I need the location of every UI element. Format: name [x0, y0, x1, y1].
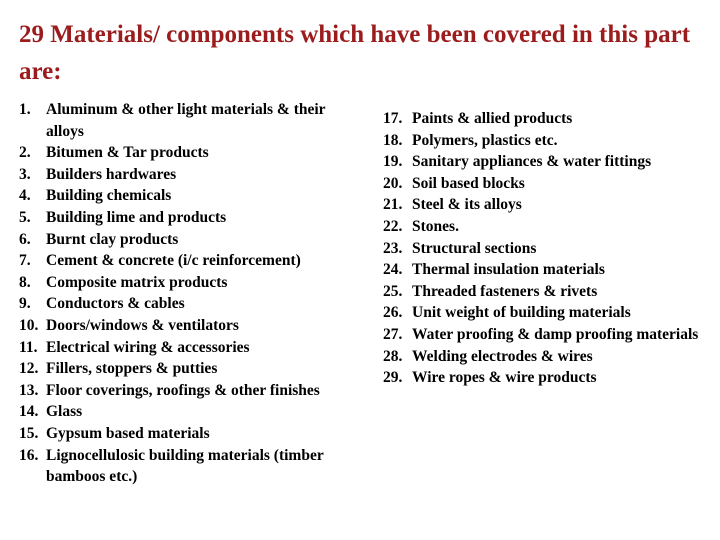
list-item	[383, 302, 713, 324]
item-number: 27.	[383, 325, 403, 343]
item-number: 18.	[383, 131, 403, 149]
list-item	[19, 358, 349, 380]
item-text: Electrical wiring & accessories	[46, 338, 250, 356]
list-item	[383, 259, 713, 281]
list-item	[19, 293, 349, 315]
item-text: Composite matrix products	[46, 273, 228, 291]
item-number: 13.	[19, 381, 39, 399]
list-item	[383, 108, 713, 130]
item-text: Conductors & cables	[46, 295, 185, 313]
item-text: Polymers, plastics etc.	[412, 131, 558, 149]
item-number: 5.	[19, 208, 31, 226]
item-text: Bitumen & Tar products	[46, 144, 209, 162]
list-item	[19, 250, 349, 272]
item-text: Gypsum based materials	[46, 424, 210, 442]
list-item	[19, 207, 349, 229]
item-text: Floor coverings, roofings & other finishes	[46, 381, 320, 399]
item-text: Welding electrodes & wires	[412, 347, 593, 365]
item-text: Steel & its alloys	[412, 196, 522, 214]
item-text: Water proofing & damp proofing materials	[412, 325, 699, 343]
list-item	[383, 367, 713, 389]
item-number: 14.	[19, 403, 39, 421]
list-item	[19, 337, 349, 359]
item-number: 12.	[19, 360, 39, 378]
item-text: Threaded fasteners & rivets	[412, 282, 598, 300]
list-item	[19, 142, 349, 164]
item-number: 26.	[383, 304, 403, 322]
list-item	[383, 281, 713, 303]
item-text: Glass	[46, 403, 83, 421]
list-item	[19, 423, 349, 445]
item-text: Doors/windows & ventilators	[46, 316, 239, 334]
item-text: Structural sections	[412, 239, 537, 257]
item-number: 10.	[19, 316, 39, 334]
item-number: 19.	[383, 153, 403, 171]
list-item	[383, 151, 713, 173]
item-text: Paints & allied products	[412, 110, 573, 127]
item-number: 2.	[19, 144, 31, 162]
list-item	[383, 324, 713, 346]
item-text: Fillers, stoppers & putties	[46, 360, 218, 378]
list-item	[19, 229, 349, 251]
item-text: Building lime and products	[46, 208, 227, 226]
item-number: 22.	[383, 217, 403, 235]
item-text: Cement & concrete (i/c reinforcement)	[46, 252, 301, 270]
item-number: 23.	[383, 239, 403, 257]
list-item	[19, 272, 349, 294]
list-item	[383, 346, 713, 368]
list-item	[383, 173, 713, 195]
item-number: 20.	[383, 174, 403, 192]
list-item	[19, 401, 349, 423]
materials-list-left	[19, 99, 349, 488]
list-item	[383, 238, 713, 260]
slide-title: 29 Materials/ components which have been covered in this part are:	[19, 21, 691, 85]
item-text: Unit weight of building materials	[412, 304, 631, 322]
item-number: 4.	[19, 187, 31, 205]
materials-list-right	[383, 108, 713, 389]
item-number: 28.	[383, 347, 403, 365]
item-text: Builders hardwares	[46, 165, 177, 183]
item-text: Aluminum & other light materials & their alloys	[46, 101, 326, 140]
list-item	[383, 216, 713, 238]
item-number: 15.	[19, 424, 39, 442]
item-number: 7.	[19, 252, 31, 270]
item-number: 9.	[19, 295, 31, 313]
item-text: Burnt clay products	[46, 230, 179, 248]
item-number: 1.	[19, 101, 31, 118]
item-number: 11.	[19, 338, 38, 356]
item-text: Building chemicals	[46, 187, 172, 205]
list-item	[383, 194, 713, 216]
item-number: 8.	[19, 273, 31, 291]
item-text: Wire ropes & wire products	[412, 369, 597, 387]
list-item	[19, 380, 349, 402]
list-item	[19, 185, 349, 207]
item-number: 25.	[383, 282, 403, 300]
item-text: Thermal insulation materials	[412, 261, 605, 279]
item-number: 16.	[19, 446, 39, 464]
item-number: 6.	[19, 230, 31, 248]
item-text: Sanitary appliances & water fittings	[412, 153, 652, 171]
item-number: 21.	[383, 196, 403, 214]
list-item	[19, 315, 349, 337]
item-number: 29.	[383, 369, 403, 387]
list-item	[19, 99, 349, 142]
item-number: 3.	[19, 165, 31, 183]
item-text: Lignocellulosic building materials (timber bamboos etc.)	[46, 446, 324, 486]
item-number: 24.	[383, 261, 403, 279]
list-item	[19, 445, 349, 488]
item-text: Stones.	[412, 217, 459, 235]
list-item	[383, 130, 713, 152]
item-number: 17.	[383, 110, 403, 127]
item-text: Soil based blocks	[412, 174, 525, 192]
list-item	[19, 164, 349, 186]
